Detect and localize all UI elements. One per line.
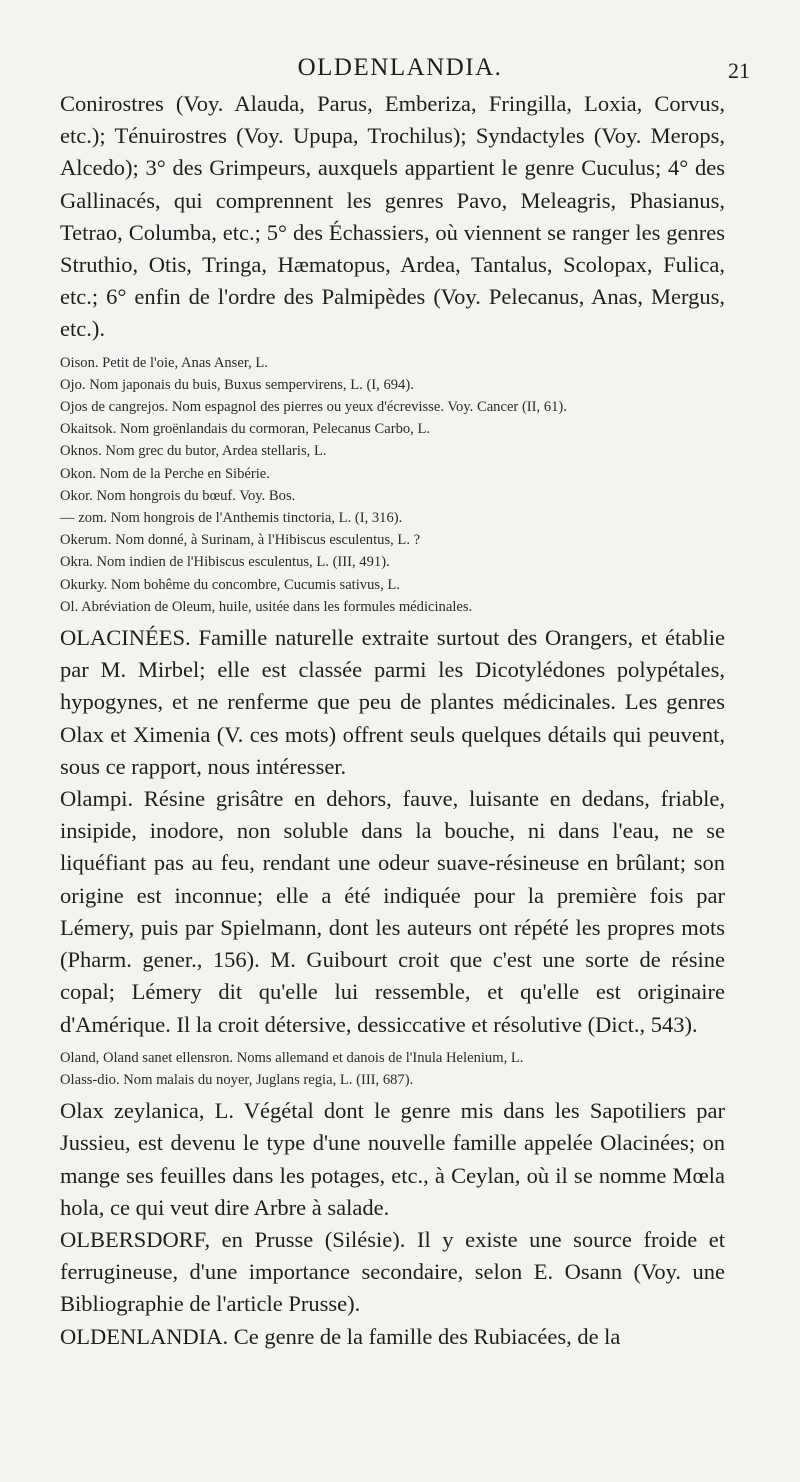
small-entries-block-2 <box>60 1047 725 1091</box>
dictionary-entry: Oison. Petit de l'oie, Anas Anser, L. <box>60 354 268 371</box>
olbersdorf-paragraph: OLBERSDORF, en Prusse (Silésie). Il y existe une source froide et ferrugineuse, d'une importance secondaire, selon E. Osann (Voy. une Bibliographie de l'article Prusse). <box>60 1226 725 1317</box>
dictionary-entry: Oknos. Nom grec du butor, Ardea stellaris, L. <box>60 443 327 460</box>
dictionary-entry: Okon. Nom de la Perche en Sibérie. <box>60 465 270 482</box>
olampi-paragraph: Olampi. Résine grisâtre en dehors, fauve, luisante en dedans, friable, insipide, inodore, non soluble dans la bouche, ni dans l'eau, ne se liquéfiant pas au feu, rendant une odeur suave-résineuse en brûlant; son origine est inconnue; elle a été indiquée pour la première fois par Lémery, puis par Spielmann, dont les auteurs ont répété les propres mots (Pharm. gener., 156). M. Guibourt croit que c'est une sorte de résine copal; Lémery dit qu'elle lui ressemble, et qu'elle est originaire d'Amérique. Il la croit détersive, dessiccative et résolutive (Dict., 543). <box>60 786 725 1037</box>
small-entries-block-1 <box>60 352 725 618</box>
page-number: 21 <box>728 58 750 83</box>
dictionary-entry: Okaitsok. Nom groënlandais du cormoran, Pelecanus Carbo, L. <box>60 421 431 438</box>
dictionary-entry: Okerum. Nom donné, à Surinam, à l'Hibiscus esculentus, L. ? <box>60 532 421 549</box>
oldenlandia-paragraph: OLDENLANDIA. Ce genre de la famille des Rubiacées, de la <box>60 1323 621 1349</box>
dictionary-entry: Okor. Nom hongrois du bœuf. Voy. Bos. <box>60 487 296 504</box>
dictionary-entry: Ol. Abréviation de Oleum, huile, usitée dans les formules médicinales. <box>60 598 473 615</box>
dictionary-entry: Olass-dio. Nom malais du noyer, Juglans regia, L. (III, 687). <box>60 1071 414 1088</box>
olacinees-paragraph: OLACINÉES. Famille naturelle extraite surtout des Orangers, et établie par M. Mirbel; elle est classée parmi les Dicotylédones polypétales, hypogynes, et ne renferme que peu de plantes médicinales. Les genres Olax et Ximenia (V. ces mots) offrent seuls quelques détails qui peuvent, sous ce rapport, nous intéresser. <box>60 625 725 779</box>
intro-paragraph: Conirostres (Voy. Alauda, Parus, Emberiza, Fringilla, Loxia, Corvus, etc.); Ténuirostres (Voy. Upupa, Trochilus); Syndactyles (Voy. Merops, Alcedo); 3° des Grimpeurs, auxquels appartient le genre Cuculus; 4° des Gallinacés, qui comprennent les genres Pavo, Meleagris, Phasianus, Tetrao, Columba, etc.; 5° des Échassiers, où viennent se ranger les genres Struthio, Otis, Tringa, Hæmatopus, Ardea, Tantalus, Scolopax, Fulica, etc.; 6° enfin de l'ordre des Palmipèdes (Voy. Pelecanus, Anas, Mergus, etc.). <box>60 91 725 342</box>
body-text <box>60 88 725 1353</box>
dictionary-entry: Oland, Oland sanet ellensron. Noms allemand et danois de l'Inula Helenium, L. <box>60 1049 524 1066</box>
dictionary-entry: Ojos de cangrejos. Nom espagnol des pierres ou yeux d'écrevisse. Voy. Cancer (II, 61). <box>60 399 567 416</box>
running-head-title: OLDENLANDIA. <box>297 54 503 81</box>
dictionary-entry: Ojo. Nom japonais du buis, Buxus sempervirens, L. (I, 694). <box>60 376 414 393</box>
dictionary-entry: Okurky. Nom bohême du concombre, Cucumis sativus, L. <box>60 576 400 593</box>
running-head <box>0 50 800 90</box>
olax-paragraph: Olax zeylanica, L. Végétal dont le genre mis dans les Sapotiliers par Jussieu, est devenu le type d'une nouvelle famille appelée Olacinées; on mange ses feuilles dans les potages, etc., à Ceylan, où il se nomme Mœla hola, ce qui veut dire Arbre à salade. <box>60 1098 725 1220</box>
dictionary-entry: Okra. Nom indien de l'Hibiscus esculentus, L. (III, 491). <box>60 554 390 571</box>
dictionary-entry: — zom. Nom hongrois de l'Anthemis tinctoria, L. (I, 316). <box>60 510 403 527</box>
